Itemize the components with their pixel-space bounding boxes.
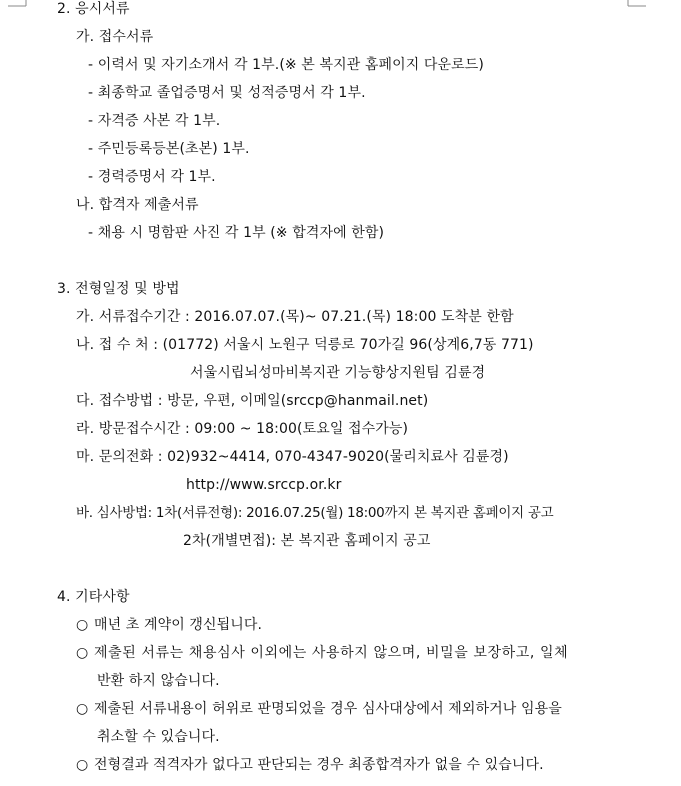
bullet-circle: ○: [76, 645, 89, 661]
screening-method-2: 2차(개별면접): 본 복지관 홈페이지 공고: [183, 533, 431, 549]
application-address: 나. 접 수 처 : (01772) 서울시 노원구 덕릉로 70가길 96(상계6,7동 771): [76, 337, 534, 353]
list-item: ○ 제출된 서류내용이 허위로 판명되었을 경우 심사대상에서 제외하거나 임용을: [76, 701, 562, 717]
section-2-a-title: 가. 접수서류: [76, 29, 154, 45]
bullet-circle: ○: [76, 701, 89, 717]
section-3-heading: 3. 전형일정 및 방법: [57, 281, 180, 297]
bullet-circle: ○: [76, 617, 89, 633]
visit-hours: 라. 방문접수시간 : 09:00 ~ 18:00(토요일 접수가능): [76, 421, 409, 437]
application-period: 가. 서류접수기간 : 2016.07.07.(목)~ 07.21.(목) 18:00 도착분 한함: [76, 309, 514, 325]
page-corner-mark-left: [8, 0, 30, 8]
website-url: http://www.srccp.or.kr: [186, 477, 342, 493]
list-item: - 자격증 사본 각 1부.: [88, 113, 221, 129]
list-item: - 이력서 및 자기소개서 각 1부.(※ 본 복지관 홈페이지 다운로드): [88, 57, 484, 73]
list-item: - 경력증명서 각 1부.: [88, 169, 216, 185]
list-item-continuation: 취소할 수 있습니다.: [97, 729, 220, 745]
section-2-heading: 2. 응시서류: [57, 1, 130, 17]
section-2-b-title: 나. 합격자 제출서류: [76, 197, 199, 213]
list-item-continuation: 반환 하지 않습니다.: [97, 673, 220, 689]
contact-phone: 마. 문의전화 : 02)932~4414, 070-4347-9020(물리치료사 김륜경): [76, 449, 509, 465]
screening-method-1: 바. 심사방법: 1차(서류전형): 2016.07.25(월) 18:00까지 본 복지관 홈페이지 공고: [76, 505, 554, 521]
list-item: - 채용 시 명함판 사진 각 1부 (※ 합격자에 한함): [88, 225, 385, 241]
list-item: - 최종학교 졸업증명서 및 성적증명서 각 1부.: [88, 85, 366, 101]
page-corner-mark-right: [624, 0, 646, 8]
bullet-circle: ○: [76, 757, 89, 773]
list-item: - 주민등록등본(초본) 1부.: [88, 141, 250, 157]
list-item: ○ 매년 초 계약이 갱신됩니다.: [76, 617, 263, 633]
section-4-heading: 4. 기타사항: [57, 589, 130, 605]
list-item: ○ 전형결과 적격자가 없다고 판단되는 경우 최종합격자가 없을 수 있습니다.: [76, 757, 544, 773]
application-method: 다. 접수방법 : 방문, 우편, 이메일(srccp@hanmail.net): [76, 393, 429, 409]
application-office: 서울시립뇌성마비복지관 기능향상지원팀 김륜경: [190, 365, 486, 381]
list-item: ○ 제출된 서류는 채용심사 이외에는 사용하지 않으며, 비밀을 보장하고, 일체: [76, 645, 569, 661]
